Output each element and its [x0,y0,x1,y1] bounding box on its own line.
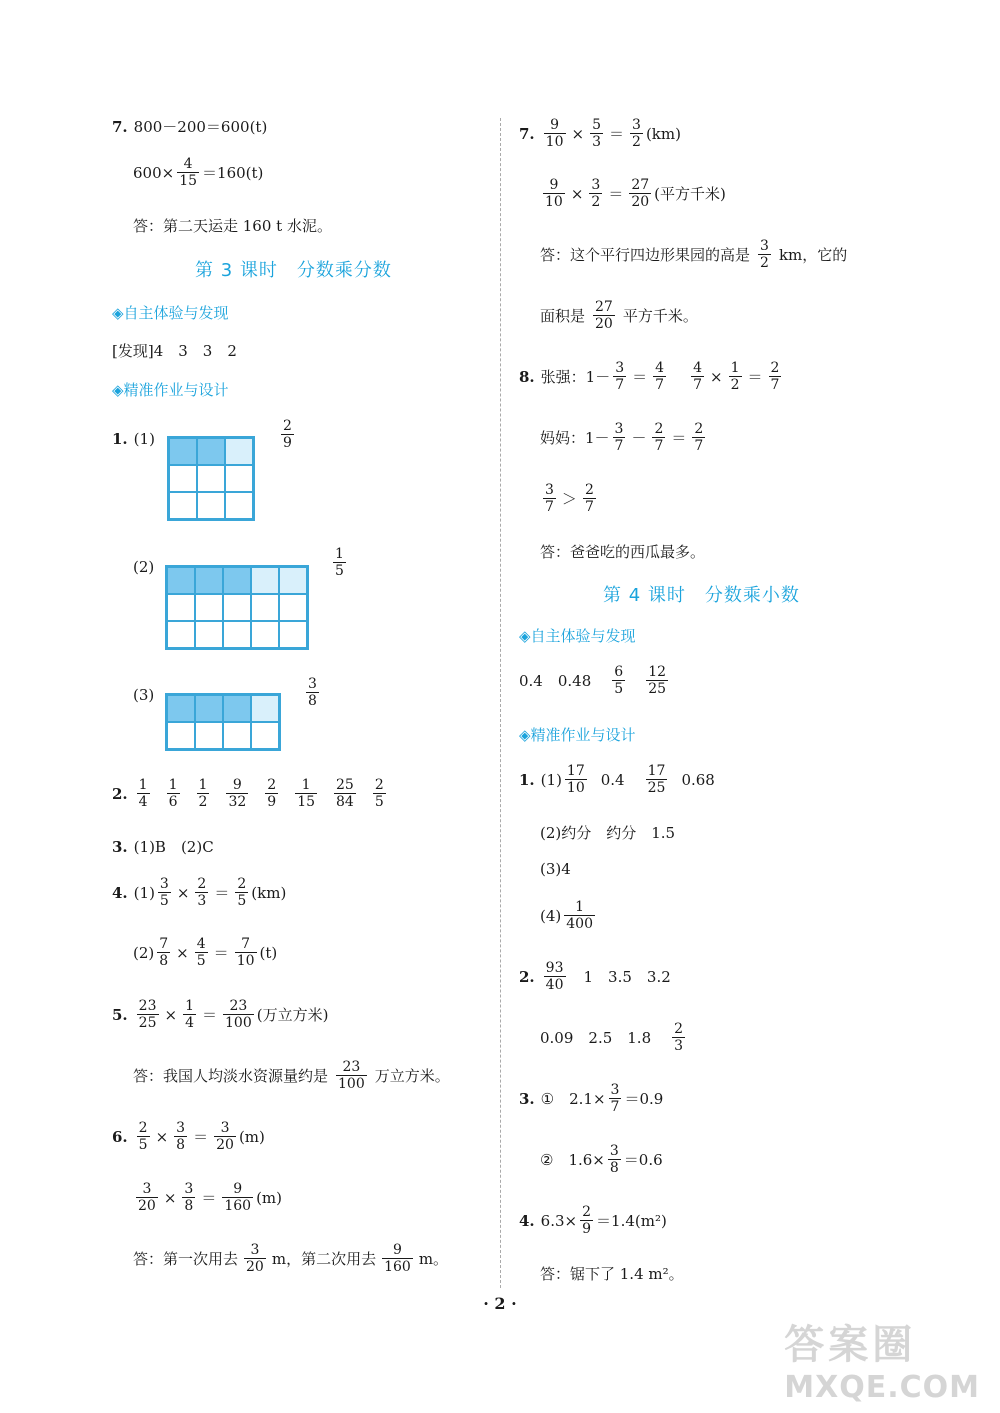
fraction: $\frac{3}{20}$ [246,1242,264,1276]
expression-part: 张强：1－ [540,368,611,387]
fraction: $\frac{27}{20}$ [595,299,613,333]
fraction: $\frac{9}{160}$ [384,1242,411,1276]
right-q1-line3: (3)4 [540,860,571,878]
left-q6-line2 [133,1181,282,1214]
fraction: $\frac{3}{7}$ [545,482,554,516]
fraction: $\frac{1}{4}$ [138,777,148,811]
subheading-exercises-2: ◈精准作业与设计 [519,726,636,744]
answer-text: 平方千米。 [622,307,698,326]
fraction: $\frac{9}{10}$ [545,177,563,211]
fraction: $\frac{3}{20}$ [216,1120,234,1154]
fraction: $\frac{3}{2}$ [591,177,601,211]
expression: 800－200＝600(t) [133,118,268,136]
fraction: $\frac{2}{5}$ [374,777,384,811]
left-q6-answer [133,1242,448,1275]
fraction: $\frac{2}{7}$ [770,360,780,394]
fraction: $\frac{25}{84}$ [336,777,354,811]
right-q4-line1 [519,1204,667,1237]
left-q1-part2-label: (2) [133,558,155,576]
unit: (m) [238,1127,265,1146]
question-number: 1. [112,430,128,448]
fraction: $\frac{3}{7}$ [614,421,624,455]
grid-3-fraction [303,676,322,709]
fraction: $\frac{9}{160}$ [224,1181,252,1215]
answer-text: 0.09 2.5 1.8 [540,1029,652,1048]
right-q3-line1 [519,1082,663,1115]
fraction: $\frac{2}{5}$ [237,876,247,910]
left-q3 [112,836,214,857]
numerator: 2 [283,418,292,434]
left-q4-line2 [133,936,277,969]
fraction: $\frac{23}{100}$ [225,998,252,1032]
right-q8-line2 [540,421,708,454]
expression-part: ① 2.1× [540,1090,606,1109]
fraction: $\frac{3}{8}$ [184,1181,194,1215]
left-q5-line1 [112,998,328,1031]
unit: (t) [259,943,278,962]
fraction: $\frac{27}{20}$ [631,177,650,211]
question-number: 4. [519,1211,535,1230]
fraction: $\frac{3}{7}$ [615,360,625,394]
answer-text: (1)B (2)C [133,838,214,856]
right-q1-line1 [519,763,715,796]
fraction-grid-3 [165,693,281,751]
equals-sign: ＝ [632,368,648,387]
fraction: $\frac{17}{25}$ [647,763,666,797]
times-sign: × [176,883,190,902]
fraction: $\frac{1}{15}$ [297,777,316,811]
right-q2-line2 [540,1021,688,1054]
fraction: $\frac{3}{2}$ [760,238,769,272]
left-q1-part3-label: (3) [133,686,155,704]
expression-part: ＝160(t) [202,164,264,183]
times-sign: × [164,1005,178,1024]
denominator: 9 [283,435,292,452]
part-label: (1) [133,883,155,902]
question-number: 7. [112,117,128,136]
fraction: $\frac{2}{9}$ [582,1204,592,1238]
fraction: $\frac{1}{400}$ [566,899,593,933]
question-number: 1. [519,770,535,789]
right-q7-answer-line1 [540,238,847,271]
equals-sign: ＝ [201,1189,217,1208]
question-number: 3. [519,1089,535,1108]
fraction: $\frac{6}{5}$ [614,664,624,698]
fraction-grid-2 [165,565,309,650]
right-q2-line1 [519,960,671,993]
answer-text: m，第二次用去 [271,1250,377,1269]
question-number: 2. [519,967,535,986]
equals-sign: ＝ [609,125,625,144]
answer-text: m。 [418,1250,449,1269]
unit: (平方千米) [654,185,726,204]
answer-text: 答：我国人均淡水资源量约是 [133,1067,329,1086]
fraction: $\frac{1}{4}$ [185,998,194,1032]
left-q5-answer [133,1059,450,1092]
equals-sign: ＝ [671,429,687,448]
fraction: $\frac{93}{40}$ [545,960,564,994]
fraction: $\frac{3}{20}$ [138,1181,156,1215]
left-q6-line1 [112,1120,265,1153]
right-q3-line2 [540,1143,663,1176]
fraction: $\frac{3}{2}$ [632,117,641,151]
fraction: $\frac{1}{2}$ [730,360,740,394]
question-number: 8. [519,367,535,386]
fraction: $\frac{4}{5}$ [196,936,206,970]
page-number: · 2 · [483,1294,517,1313]
times-sign: × [570,184,584,203]
answer-text: km，它的 [778,246,848,265]
fraction: $\frac{2}{5}$ [138,1120,148,1154]
fraction: $\frac{2}{7}$ [584,482,594,516]
answer-text: 0.4 0.48 [519,672,592,691]
times-sign: × [176,943,189,962]
answer-text: 面积是 [540,307,586,326]
answer-text: 0.68 [681,770,715,789]
part-label: (1) [540,770,562,789]
fraction: $\frac{2}{3}$ [674,1021,684,1055]
expression-part: ② 1.6× [540,1151,605,1170]
fraction: $\frac{7}{8}$ [159,936,169,970]
answer-text: 答：第一次用去 [133,1250,239,1269]
left-q7-line1 [112,116,267,137]
fraction: $\frac{9}{32}$ [228,777,247,811]
question-number: 5. [112,1005,128,1024]
column-divider [500,118,501,1288]
numerator: 3 [308,676,317,692]
section-4-title: 第 4 课时 分数乘小数 [603,585,800,606]
fraction: $\frac{1}{6}$ [168,777,178,811]
expression-part: 妈妈：1－ [540,429,610,448]
watermark-logo [784,1313,980,1405]
equals-sign: ＝ [747,368,763,387]
fraction: $\frac{2}{3}$ [197,876,207,910]
discover-line: [发现]4 3 3 2 [112,342,237,360]
grid-2-fraction [330,546,349,579]
equals-sign: ＝ [193,1128,209,1147]
answer-text: 万立方米。 [374,1067,450,1086]
question-number: 2. [112,784,128,803]
answer-text: 0.4 [600,770,625,789]
right-q1-line2: (2)约分 约分 1.5 [540,824,676,842]
right-q7-line2 [540,177,726,210]
equals-sign: ＝ [214,884,230,903]
expression-part: ＝1.4(m²) [596,1212,667,1231]
unit: (万立方米) [256,1006,329,1025]
question-number: 3. [112,837,128,856]
fraction: $\frac{2}{7}$ [694,421,704,455]
fraction: $\frac{3}{7}$ [610,1082,620,1116]
equals-sign: ＝ [213,944,229,963]
denominator: 5 [335,563,344,580]
fraction: $\frac{3}{8}$ [176,1120,186,1154]
right-discover-line [519,664,671,697]
subheading-exercises: ◈精准作业与设计 [112,381,229,399]
subheading-self-discovery: ◈自主体验与发现 [112,304,229,322]
fraction: $\frac{17}{10}$ [566,763,585,797]
times-sign: × [155,1127,169,1146]
watermark-line-1: 答案圈 [784,1322,917,1368]
equals-sign: ＝ [608,185,624,204]
fraction: $\frac{3}{8}$ [609,1143,619,1177]
unit: (m) [256,1188,283,1207]
fraction: $\frac{2}{7}$ [654,421,664,455]
times-sign: × [163,1188,177,1207]
fraction: $\frac{23}{100}$ [338,1059,365,1093]
denominator: 8 [308,693,317,710]
right-q8-answer: 答：爸爸吃的西瓜最多。 [540,543,706,561]
section-3-title: 第 3 课时 分数乘分数 [195,260,392,281]
numerator: 1 [335,546,344,562]
denominator: 15 [179,173,198,190]
fraction: $\frac{23}{25}$ [138,998,157,1032]
fraction: $\frac{1}{2}$ [198,777,208,811]
part-label: (4) [540,906,562,925]
fraction: $\frac{12}{25}$ [648,664,667,698]
numerator: 4 [183,156,193,172]
question-number: 7. [519,124,535,143]
fraction: $\frac{5}{3}$ [592,117,601,151]
question-number: 4. [112,883,128,902]
fraction: $\frac{9}{10}$ [545,117,564,151]
watermark-line-2: MXQE.COM [784,1370,980,1405]
fraction [177,156,199,189]
part-label: (2) [133,943,155,962]
answer-text: 答：这个平行四边形果园的高是 [540,246,751,265]
unit: (km) [645,124,681,143]
left-q1-label [112,430,155,448]
right-q8-line1 [519,360,784,393]
fraction: $\frac{4}{7}$ [693,360,702,394]
left-q2 [112,777,389,810]
expression-part: ＝0.9 [624,1090,664,1109]
left-q7-answer: 答：第二天运走 160 t 水泥。 [133,217,332,235]
right-q8-compare [540,482,599,515]
subheading-self-discovery-2: ◈自主体验与发现 [519,627,636,645]
right-q7-answer-line2 [540,299,698,332]
expression-part: ＝0.6 [623,1151,663,1170]
minus-sign: － [631,429,647,448]
unit: (km) [251,883,287,902]
left-q4-line1 [112,876,286,909]
times-sign: × [710,367,723,386]
greater-than-sign: ＞ [561,490,577,509]
part-label: (1) [133,430,155,448]
right-q4-answer: 答：锯下了 1.4 m²。 [540,1265,684,1283]
question-number: 6. [112,1127,128,1146]
expression-part: 6.3× [540,1211,578,1230]
fraction-grid-1 [167,436,255,521]
fraction: $\frac{3}{5}$ [159,876,169,910]
right-q1-line4 [540,899,598,932]
expression-part: 600× [133,163,175,182]
grid-1-fraction [278,418,297,451]
fraction: $\frac{7}{10}$ [236,936,255,970]
right-q7-line1 [519,117,681,150]
equals-sign: ＝ [202,1006,218,1025]
fraction: $\frac{2}{9}$ [267,777,277,811]
answer-text: 1 3.5 3.2 [583,968,671,987]
times-sign: × [571,124,585,143]
left-q7-line2 [133,156,263,189]
fraction: $\frac{4}{7}$ [655,360,665,394]
